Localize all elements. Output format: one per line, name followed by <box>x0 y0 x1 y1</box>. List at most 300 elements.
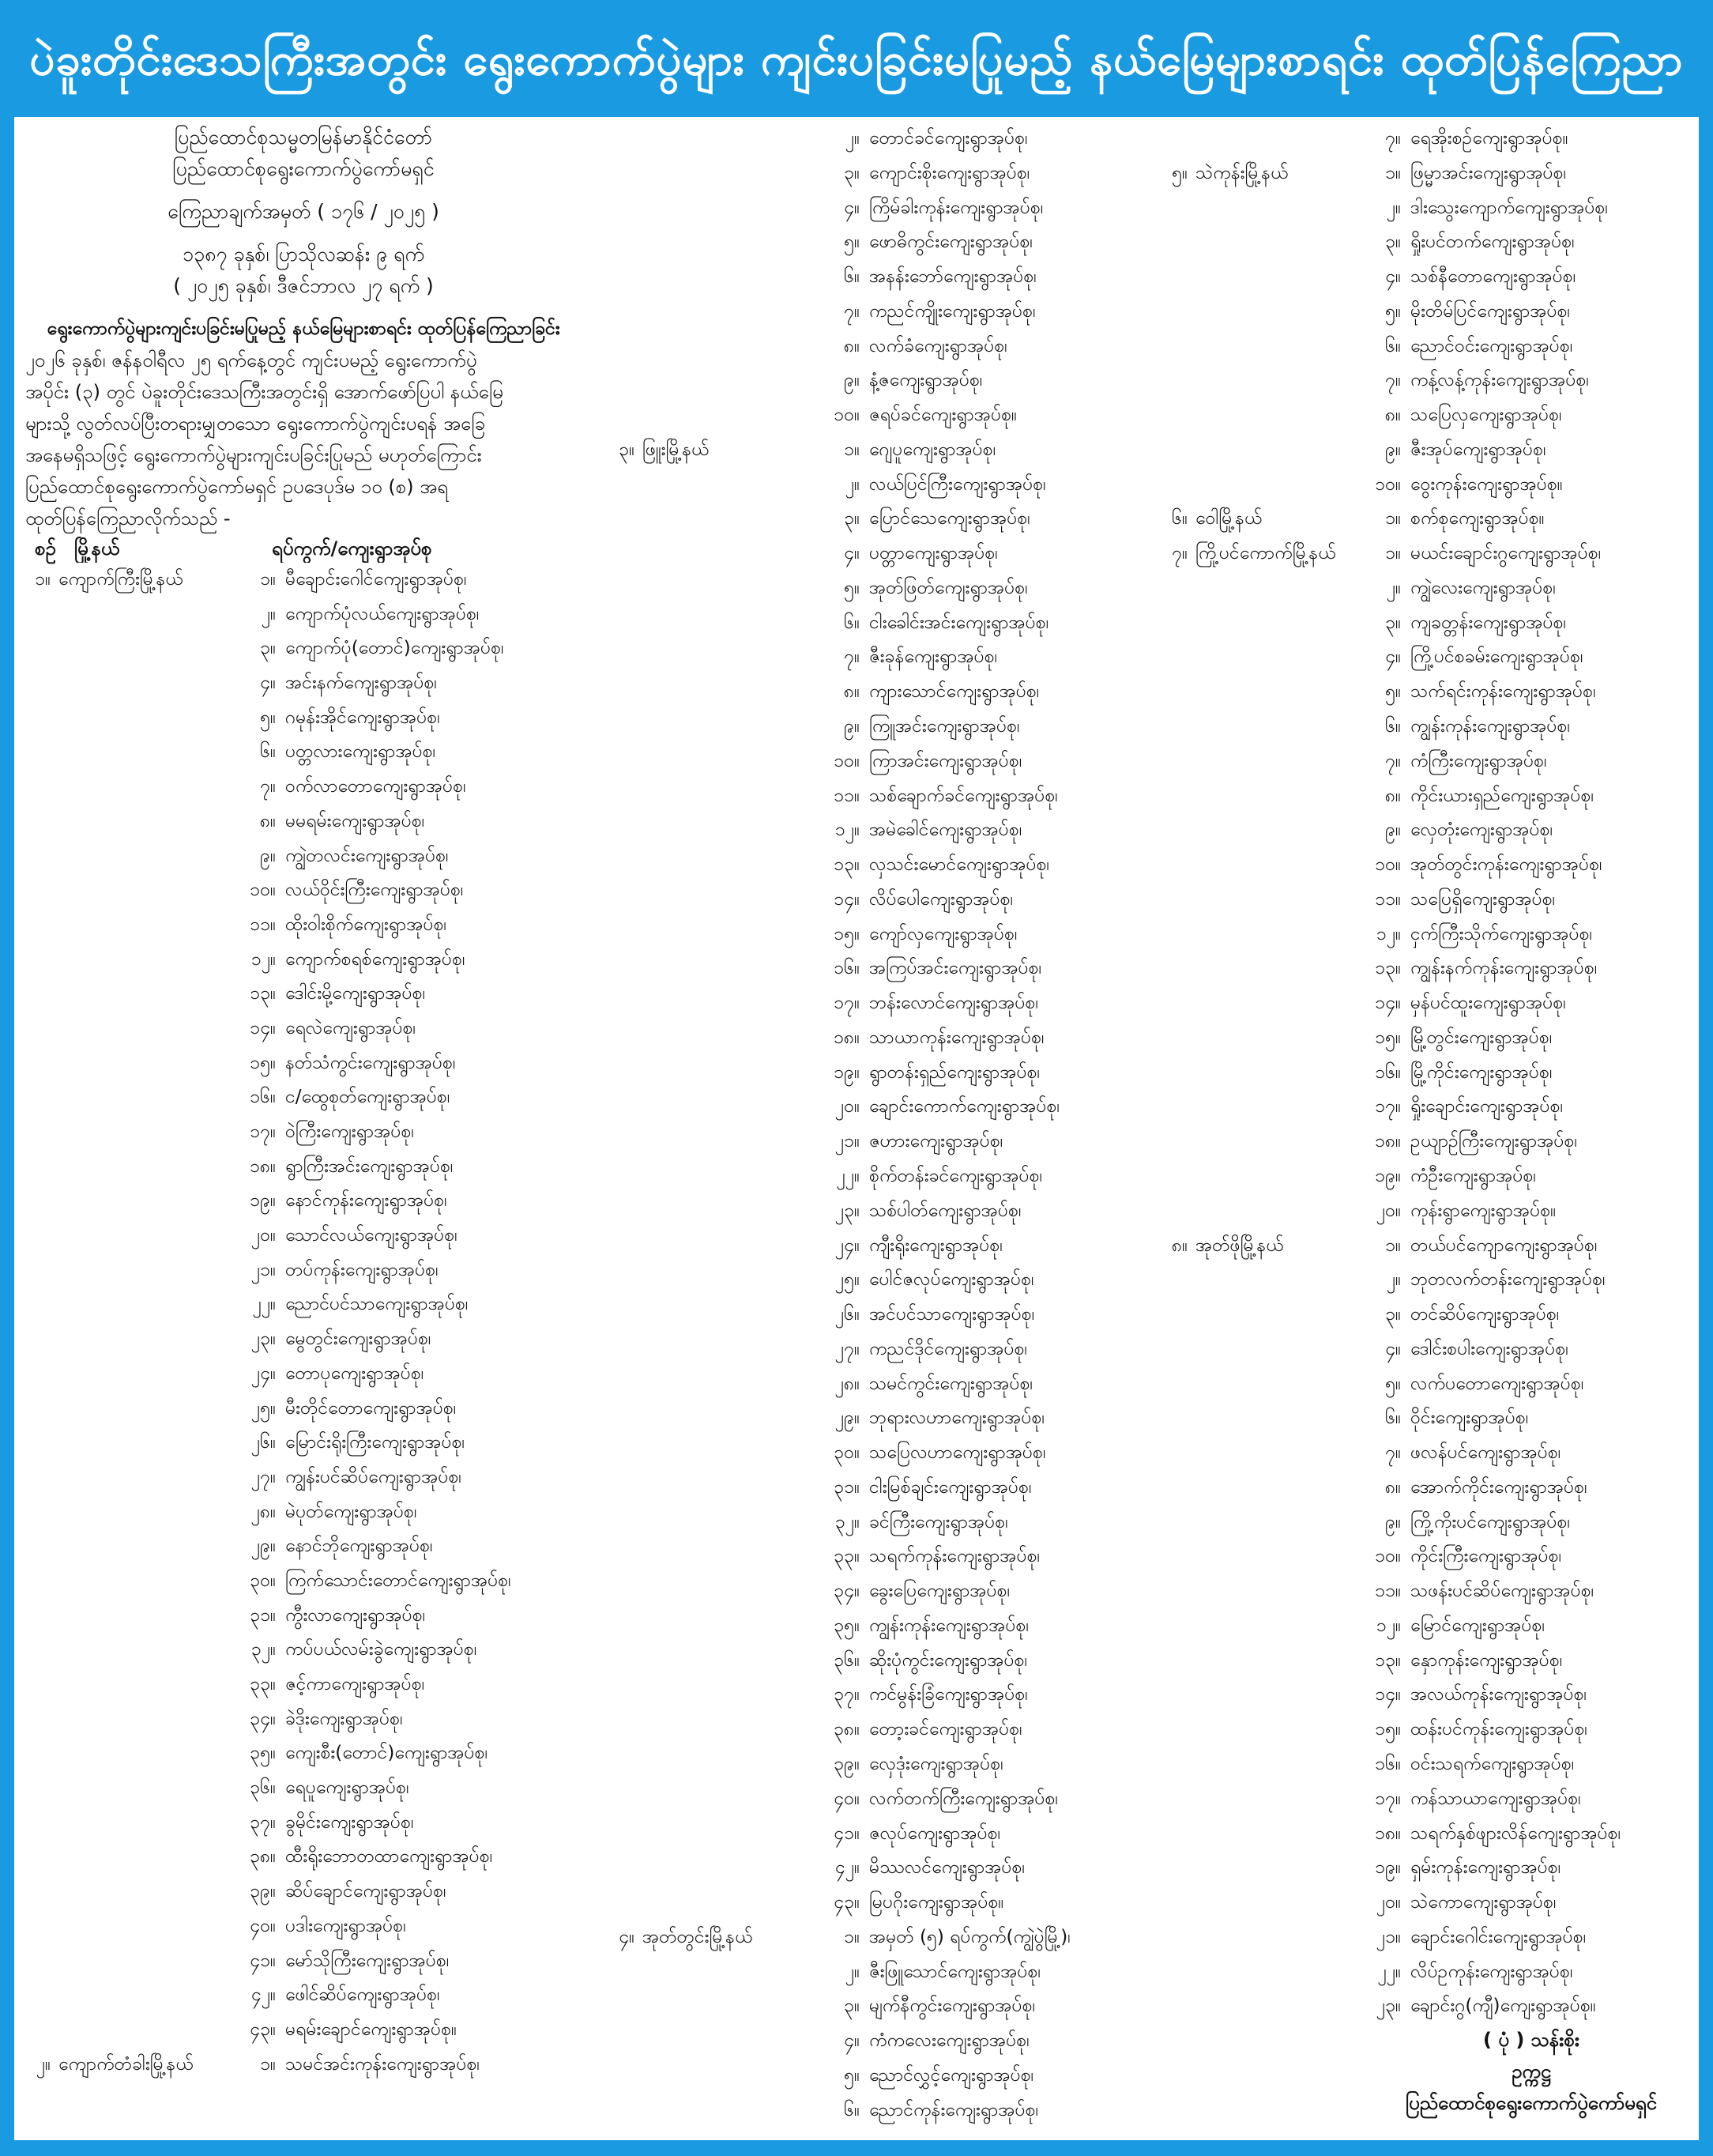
list-item <box>603 122 1172 156</box>
list-item <box>19 770 588 805</box>
village-number: ၅။ <box>844 232 860 253</box>
list-item <box>19 666 588 701</box>
list-item <box>1156 952 1699 986</box>
village-number: ၇။ <box>1385 1442 1401 1464</box>
list-item <box>1156 1609 1699 1644</box>
village-name: အလယ်ကုန်းကျေးရွာအုပ်စု၊ <box>1410 1684 1587 1706</box>
village-name: မှန်ပင်ထူးကျေးရွာအုပ်စု၊ <box>1410 993 1566 1014</box>
township-number <box>1156 710 1195 744</box>
township-number <box>603 813 642 848</box>
list-item <box>603 398 1172 433</box>
list-item <box>603 1090 1172 1125</box>
township-name <box>642 1298 812 1332</box>
township-number <box>19 1633 58 1668</box>
township-name <box>642 744 812 779</box>
list-item <box>19 1012 588 1046</box>
township-number <box>603 122 642 156</box>
township-name <box>58 1909 228 1944</box>
village-number: ၁၂။ <box>1376 923 1401 944</box>
village-number: ၃၄။ <box>834 1581 860 1602</box>
township-name <box>58 1115 228 1150</box>
village-number: ၇။ <box>1385 750 1401 771</box>
header-subject: ရွေးကောက်ပွဲများကျင်းပခြင်းမပြုမည့် နယ်မြေများစာရင်း ထုတ်ပြန်ကြေညာခြင်း <box>47 318 560 339</box>
list-item <box>1156 468 1699 503</box>
township-name <box>642 122 812 156</box>
township-number <box>1156 744 1195 779</box>
village-number: ၃၁။ <box>834 1476 860 1498</box>
village-name: ကြို့ကိုးပင်ကျေးရွာအုပ်စု၊ <box>1410 1511 1571 1532</box>
list-item <box>1156 1540 1699 1574</box>
township-name <box>642 1851 812 1886</box>
township-number <box>603 1229 642 1264</box>
intro-paragraph <box>19 345 588 534</box>
village-name: ဝင်းသရက်ကျေးရွာအုပ်စု၊ <box>1410 1753 1575 1774</box>
township-name <box>642 1125 812 1159</box>
list-item <box>603 1574 1172 1609</box>
village-number: ၂။ <box>845 473 860 495</box>
village-number: ၆။ <box>844 612 860 633</box>
list-item <box>1156 502 1699 537</box>
township-number <box>603 468 642 503</box>
list-item <box>1156 330 1699 364</box>
township-number: ၈။ <box>1171 1234 1188 1256</box>
township-number <box>1156 640 1195 675</box>
township-number <box>1156 1090 1195 1125</box>
township-name <box>1195 1332 1353 1367</box>
village-number: ၁။ <box>260 569 276 590</box>
village-name: ကျွန်းကုန်းကျေးရွာအုပ်စု၊ <box>1410 716 1571 737</box>
list-item <box>603 1298 1172 1332</box>
village-name: သရက်ကုန်းကျေးရွာအုပ်စု၊ <box>869 1546 1041 1567</box>
village-number: ၁၅။ <box>1375 1027 1401 1048</box>
village-number: ၃၉။ <box>250 1881 276 1902</box>
list-item <box>603 1713 1172 1747</box>
village-name: ညောင်လွှင့်ကျေးရွာအုပ်စု၊ <box>869 2064 1034 2086</box>
village-name: တယ်ပင်ကျောကျေးရွာအုပ်စု၊ <box>1410 1234 1598 1256</box>
intro-line: အပိုင်း (၃) တွင် ပဲခူးတိုင်းဒေသကြီးအတွင်းရှိ အောက်ဖော်ပြပါ နယ်မြေ <box>25 381 503 403</box>
township-number: ၇။ <box>1172 543 1188 564</box>
village-number: ၂၆။ <box>250 1432 276 1453</box>
township-name <box>58 1012 228 1046</box>
list-item <box>19 1633 588 1668</box>
column-2 <box>603 122 1172 2128</box>
township-name <box>1195 191 1353 226</box>
township-number <box>19 1840 58 1875</box>
village-name: မြို့ကိုင်းကျေးရွာအုပ်စု၊ <box>1410 1061 1553 1083</box>
village-number: ၁၁။ <box>834 785 860 806</box>
village-name: အမဲခေါင်ကျေးရွာအုပ်စု၊ <box>869 820 1022 841</box>
list-item <box>603 675 1172 710</box>
village-number: ၂၂။ <box>836 1165 860 1186</box>
township-name <box>1195 1125 1353 1159</box>
header-no: စဉ် <box>35 537 56 560</box>
township-number <box>603 1644 642 1679</box>
township-number <box>603 1506 642 1540</box>
village-name: ဖြမ္မာအင်းကျေးရွာအုပ်စု၊ <box>1410 162 1567 183</box>
list-item <box>603 1332 1172 1367</box>
village-name: လက်ခံကျေးရွာအုပ်စု၊ <box>869 335 1007 356</box>
village-number: ၈။ <box>843 681 860 703</box>
list-item <box>19 597 588 632</box>
list-item <box>1156 1471 1699 1506</box>
township-number <box>1156 1920 1195 1955</box>
township-name <box>1195 918 1353 952</box>
township-number <box>19 873 58 908</box>
township-number <box>1156 225 1195 260</box>
township-name <box>1195 295 1353 330</box>
village-number: ၃၁။ <box>250 1604 276 1626</box>
village-number: ၄။ <box>260 673 276 694</box>
township-number <box>603 1159 642 1194</box>
village-number: ၆။ <box>1385 1408 1401 1429</box>
village-name: ငါးမြစ်ချင်းကျေးရွာအုပ်စု၊ <box>869 1476 1032 1498</box>
village-name: နောင်ဘိုကျေးရွာအုပ်စု၊ <box>285 1536 433 1557</box>
village-number: ၃။ <box>1385 232 1401 253</box>
village-number: ၂၃။ <box>250 1329 276 1350</box>
village-name: အုတ်တွင်းကုန်းကျေးရွာအုပ်စု၊ <box>1410 854 1602 876</box>
township-number <box>603 2094 642 2128</box>
township-number: ၂။ <box>36 2053 51 2075</box>
village-number: ၃၆။ <box>834 1649 860 1671</box>
village-name: ကြက်သောင်းတောင်ကျေးရွာအုပ်စု၊ <box>285 1570 511 1591</box>
township-name <box>58 1806 228 1841</box>
village-number: ၂၃။ <box>834 1200 860 1221</box>
township-number <box>1156 1506 1195 1540</box>
list-item <box>603 1609 1172 1644</box>
list-item <box>19 1668 588 1702</box>
village-number: ၂။ <box>261 603 276 624</box>
village-name: ကျေးစီး(တောင်)ကျေးရွာအုပ်စု၊ <box>285 1743 488 1764</box>
list-item <box>1156 1436 1699 1471</box>
township-name <box>1195 1090 1353 1125</box>
list-item <box>1156 986 1699 1021</box>
village-number: ၃၈။ <box>833 1719 860 1740</box>
header-announcement-no: ကြေညာချက်အမှတ် ( ၁၇၆ / ၂၀၂၅ ) <box>168 200 439 223</box>
list-item <box>1156 744 1699 779</box>
village-number: ၈။ <box>1384 1476 1401 1498</box>
list-item <box>19 1806 588 1841</box>
township-name <box>642 1229 812 1264</box>
intro-line: အနေမရှိသဖြင့် ရွေးကောက်ပွဲများကျင်းပခြင်းပြုမည် မဟုတ်ကြောင်း <box>25 444 482 466</box>
township-number <box>1156 1886 1195 1920</box>
list-item <box>19 977 588 1012</box>
village-number: ၁၄။ <box>1375 993 1401 1014</box>
township-name <box>58 1495 228 1530</box>
village-name: ကန်သာယာကျေးရွာအုပ်စု၊ <box>1410 1788 1581 1809</box>
village-name: ဆိုးပုံကွင်းကျေးရွာအုပ်စု၊ <box>869 1649 1028 1671</box>
township-name <box>58 943 228 978</box>
township-number <box>603 1125 642 1159</box>
township-number <box>1156 779 1195 814</box>
list-item <box>603 1506 1172 1540</box>
village-number: ၁၁။ <box>250 914 276 935</box>
village-name: ဆိပ်ချောင်ကျေးရွာအုပ်စု၊ <box>285 1881 446 1902</box>
village-number: ၉။ <box>1385 1511 1401 1532</box>
township-name <box>1195 744 1353 779</box>
township-number <box>1156 1159 1195 1194</box>
township-name <box>642 502 812 537</box>
list-item <box>1156 1747 1699 1782</box>
list-item <box>19 1702 588 1737</box>
township-number <box>1156 1263 1195 1298</box>
column-1 <box>19 122 588 2082</box>
village-number: ၁၀။ <box>1375 473 1401 495</box>
township-number <box>1156 1021 1195 1056</box>
township-name <box>642 1194 812 1229</box>
township-name <box>642 295 812 330</box>
township-number <box>603 779 642 814</box>
village-number: ၁၃။ <box>250 983 276 1004</box>
township-number <box>603 1713 642 1747</box>
village-name: ညောင်ဝင်းကျေးရွာအုပ်စု၊ <box>1410 335 1573 356</box>
township-name <box>642 468 812 503</box>
village-name: ကင်မွန်းခြံကျေးရွာအုပ်စု၊ <box>869 1684 1028 1706</box>
township-name <box>1195 1298 1353 1332</box>
township-number: ၅။ <box>1172 162 1188 183</box>
village-name: ကျွဲလေးကျေးရွာအုပ်စု၊ <box>1410 577 1556 598</box>
intro-line: ၂၀၂၆ ခုနှစ်၊ ဇန်နဝါရီလ ၂၅ ရက်နေ့တွင် ကျင်းပမည့် ရွေးကောက်ပွဲ <box>25 349 477 371</box>
township-name <box>1195 675 1353 710</box>
village-name: အကြပ်အင်းကျေးရွာအုပ်စု၊ <box>869 958 1042 979</box>
list-item <box>1156 1851 1699 1886</box>
village-number: ၄၁။ <box>834 1822 860 1844</box>
list-item <box>1156 571 1699 606</box>
township-name <box>58 1287 228 1322</box>
village-number: ၁၂။ <box>250 948 276 970</box>
village-name: အင်ပင်သာကျေးရွာအုပ်စု၊ <box>869 1304 1035 1325</box>
village-name: သဖန်းပင်ဆိပ်ကျေးရွာအုပ်စု၊ <box>1410 1581 1594 1602</box>
township-name <box>642 156 812 191</box>
township-name <box>1195 1401 1353 1436</box>
township-name: ဖြူးမြို့နယ် <box>642 439 710 460</box>
village-name: မွေတွင်းကျေးရွာအုပ်စု၊ <box>285 1329 431 1350</box>
village-number: ၈။ <box>843 335 860 356</box>
township-number <box>603 1817 642 1852</box>
township-name <box>1195 1989 1353 2024</box>
township-name: ကျောက်တံခါးမြို့နယ် <box>58 2053 194 2075</box>
township-name <box>642 364 812 398</box>
township-number <box>603 1056 642 1091</box>
village-number: ၁၄။ <box>834 888 860 910</box>
village-name: မဲပုတ်ကျေးရွာအုပ်စု၊ <box>285 1501 417 1522</box>
list-item <box>603 1989 1172 2024</box>
list-item <box>1156 537 1699 571</box>
village-name: သောင်လယ်ကျေးရွာအုပ်စု၊ <box>285 1225 457 1246</box>
village-number: ၁၉။ <box>1375 1165 1401 1186</box>
village-number: ၉။ <box>844 716 860 737</box>
township-number <box>19 666 58 701</box>
township-name <box>58 1529 228 1564</box>
township-name <box>642 1782 812 1817</box>
township-number <box>1156 433 1195 468</box>
township-name <box>1195 1436 1353 1471</box>
list-item <box>19 1322 588 1357</box>
village-number: ၄။ <box>1385 646 1401 668</box>
village-name: သမင်အင်းကုန်းကျေးရွာအုပ်စု၊ <box>285 2053 480 2075</box>
column-3 <box>1156 122 1699 2119</box>
list-item <box>1156 1159 1699 1194</box>
list-item <box>19 1736 588 1771</box>
list-item <box>19 943 588 978</box>
village-name: ကြူအင်းကျေးရွာအုပ်စု၊ <box>869 716 1020 737</box>
village-name: လယ်ပြင်ကြီးကျေးရွာအုပ်စု၊ <box>869 473 1046 495</box>
village-name: ရှိုးပင်တက်ကျေးရွာအုပ်စု၊ <box>1410 232 1575 253</box>
township-number <box>1156 1574 1195 1609</box>
township-number <box>19 1150 58 1185</box>
village-name: လယ်ဝိုင်းကြီးကျေးရွာအုပ်စု၊ <box>285 880 464 901</box>
list-item <box>1156 398 1699 433</box>
township-name <box>58 873 228 908</box>
village-name: ငါးခေါင်းအင်းကျေးရွာအုပ်စု၊ <box>869 612 1049 633</box>
list-item <box>1156 191 1699 226</box>
village-name: ကြိမ်ခါးကုန်းကျေးရွာအုပ်စု၊ <box>869 197 1044 218</box>
village-name: ခွေးပြေကျေးရွာအုပ်စု၊ <box>869 1581 1011 1602</box>
township-number <box>19 1461 58 1495</box>
village-name: ချောင်းကောက်ကျေးရွာအုပ်စု၊ <box>869 1096 1060 1118</box>
village-name: ကိုင်းယားရှည်ကျေးရွာအုပ်စု၊ <box>1410 785 1594 806</box>
village-number: ၄၂။ <box>250 1984 276 2006</box>
village-number: ၃။ <box>844 162 860 183</box>
list-item <box>1156 779 1699 814</box>
village-number: ၁၄။ <box>250 1017 276 1038</box>
list-item <box>603 191 1172 226</box>
township-name <box>642 2059 812 2094</box>
village-name: ကညင်ကျိုးကျေးရွာအုပ်စု၊ <box>869 300 1036 322</box>
township-name: ကြို့ပင်ကောက်မြို့နယ် <box>1195 543 1336 564</box>
signature-org: ပြည်ထောင်စုရွေးကောက်ပွဲကော်မရှင် <box>1406 2092 1657 2115</box>
township-name <box>1195 1955 1353 1990</box>
village-number: ၂၁။ <box>834 1131 860 1152</box>
village-name: ကညင်ဒိုင်ကျေးရွာအုပ်စု၊ <box>869 1338 1028 1359</box>
village-number: ၁။ <box>844 1926 860 1947</box>
township-number <box>19 805 58 839</box>
township-name <box>58 1046 228 1081</box>
village-name: သစ်နီတောကျေးရွာအုပ်စု၊ <box>1410 266 1576 288</box>
village-name: စက်စုကျေးရွာအုပ်စု။ <box>1410 508 1545 530</box>
township-number <box>603 1851 642 1886</box>
township-name <box>58 1219 228 1253</box>
village-number: ၉။ <box>1385 439 1401 460</box>
list-item <box>603 986 1172 1021</box>
list-item <box>603 1817 1172 1852</box>
village-name: ခွမိုင်းကျေးရွာအုပ်စု၊ <box>285 1811 414 1833</box>
list-item <box>19 1046 588 1081</box>
township-number <box>19 1564 58 1599</box>
village-number: ၂၂။ <box>252 1294 276 1315</box>
village-name: လှေတုံးကျေးရွာအုပ်စု၊ <box>1410 820 1553 841</box>
village-name: ရှမ်းကုန်းကျေးရွာအုပ်စု၊ <box>1410 1857 1561 1879</box>
township-number <box>603 1436 642 1471</box>
list-item <box>603 779 1172 814</box>
list-item <box>603 1159 1172 1194</box>
signature-name: ( ပုံ ) သန်းစိုး <box>1482 2029 1579 2052</box>
list-item <box>603 1021 1172 1056</box>
township-number <box>19 977 58 1012</box>
township-number <box>1156 1367 1195 1402</box>
village-number: ၁၂။ <box>834 820 860 841</box>
township-number <box>1156 606 1195 641</box>
township-number <box>1156 330 1195 364</box>
township-number <box>1156 468 1195 503</box>
list-item <box>1156 1229 1699 1264</box>
intro-line: များသို့ လွတ်လပ်ပြီးတရားမျှတသော ရွေးကောက်ပွဲကျင်းပရန် အခြေ <box>25 413 486 435</box>
list-item <box>603 156 1172 191</box>
village-name: ဘုတလက်တန်းကျေးရွာအုပ်စု၊ <box>1410 1269 1606 1291</box>
township-name <box>58 1599 228 1634</box>
village-number: ၁၁။ <box>1375 888 1401 910</box>
list-item <box>19 735 588 770</box>
list-item <box>603 1644 1172 1679</box>
village-number: ၃၃။ <box>834 1546 860 1567</box>
township-name <box>642 952 812 986</box>
village-number: ၃။ <box>844 508 860 530</box>
township-name <box>58 597 228 632</box>
township-number <box>1156 1644 1195 1679</box>
township-number <box>19 839 58 874</box>
list-item <box>19 1184 588 1219</box>
village-number: ၁၆။ <box>1375 1753 1401 1774</box>
village-name: မီးတိုင်တောကျေးရွာအုပ်စု၊ <box>285 1397 457 1419</box>
village-name: နတ်သံကွင်းကျေးရွာအုပ်စု၊ <box>285 1052 456 1073</box>
township-number <box>19 1287 58 1322</box>
township-name <box>1195 1471 1353 1506</box>
township-name <box>1195 1817 1353 1852</box>
village-number: ၁။ <box>1385 1234 1401 1256</box>
list-item <box>603 813 1172 848</box>
township-number: ၆။ <box>1172 508 1188 530</box>
township-number <box>19 1012 58 1046</box>
township-number <box>603 710 642 744</box>
township-name <box>642 1609 812 1644</box>
list-item <box>603 606 1172 641</box>
list-item <box>19 1357 588 1392</box>
village-name: သပြေလဟာကျေးရွာအုပ်စု၊ <box>869 1442 1046 1464</box>
township-name <box>1195 883 1353 918</box>
list-item <box>603 1920 1172 1955</box>
header-township: မြို့နယ် <box>74 537 120 560</box>
village-name: မြောင်းရိုးကြီးကျေးရွာအုပ်စု၊ <box>285 1432 465 1453</box>
village-number: ၁၅။ <box>1375 1719 1401 1740</box>
village-number: ၁၇။ <box>250 1121 276 1142</box>
list-item <box>603 433 1172 468</box>
village-number: ၄၀။ <box>834 1788 860 1809</box>
village-name: အမှတ် (၅) ရပ်ကွက်(ကျွဲပွဲမြို့)၊ <box>869 1926 1071 1947</box>
township-name <box>58 1184 228 1219</box>
list-item <box>603 1056 1172 1091</box>
township-name <box>1195 986 1353 1021</box>
village-name: ဇလုပ်ကျေးရွာအုပ်စု၊ <box>869 1822 1001 1844</box>
township-name <box>58 1322 228 1357</box>
township-number <box>603 398 642 433</box>
village-name: မမရမ်းကျေးရွာအုပ်စု၊ <box>285 810 425 831</box>
township-name <box>642 1159 812 1194</box>
township-number <box>1156 952 1195 986</box>
village-name: ဇီးခုန်ကျေးရွာအုပ်စု၊ <box>869 646 998 668</box>
village-number: ၂၀။ <box>1376 1892 1401 1913</box>
township-name <box>642 2094 812 2128</box>
village-number: ၄။ <box>844 543 860 564</box>
township-number <box>1156 986 1195 1021</box>
township-number <box>603 1540 642 1574</box>
village-number: ၁၇။ <box>1375 1096 1401 1118</box>
village-name: နောင်ကုန်းကျေးရွာအုပ်စု၊ <box>285 1190 447 1212</box>
list-item <box>1156 675 1699 710</box>
village-number: ၆။ <box>1385 335 1401 356</box>
village-number: ၁၈။ <box>249 1155 276 1177</box>
village-number: ၁၃။ <box>1375 1649 1401 1671</box>
list-item <box>19 908 588 943</box>
village-number: ၂၃။ <box>1376 1996 1401 2017</box>
